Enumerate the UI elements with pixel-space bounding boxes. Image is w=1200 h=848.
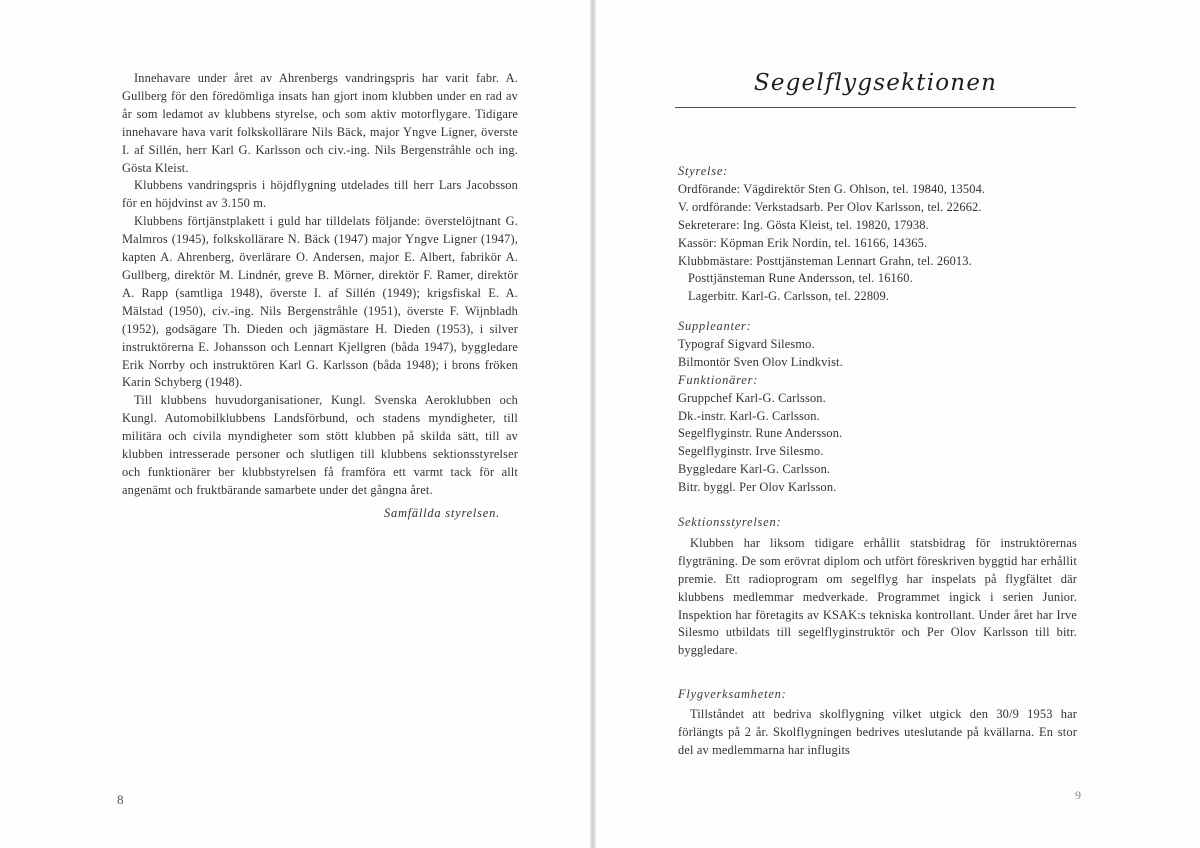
suppleanter-heading: Suppleanter: (678, 319, 752, 333)
funktionar-line: Dk.-instr. Karl-G. Carlsson. (678, 408, 820, 423)
styrelse-line: Ordförande: Vägdirektör Sten G. Ohlson, tel. 19840, 13504. (678, 181, 986, 196)
styrelse-line: Klubbmästare: Posttjänsteman Lennart Grahn, tel. 26013. (678, 253, 972, 268)
funktionarer-heading: Funktionärer: (678, 372, 759, 387)
styrelse-line: Kassör: Köpman Erik Nordin, tel. 16166, 14365. (678, 235, 928, 250)
styrelse-line: Sekreterare: Ing. Gösta Kleist, tel. 19820, 17938. (678, 217, 929, 232)
styrelse-heading: Styrelse: (678, 164, 729, 178)
styrelse-line: V. ordförande: Verkstadsarb. Per Olov Karlsson, tel. 22662. (678, 199, 982, 214)
styrelse-block (678, 163, 1077, 306)
signature: Samfällda styrelsen. (383, 505, 500, 520)
suppleant-line: Bilmontör Sven Olov Lindkvist. (678, 354, 843, 369)
paragraph-tack: Till klubbens huvudorganisationer, Kungl. Svenska Aeroklubben och Kungl. Automobilklubbens Landsförbund, och stadens myndigheter, till militära och civila myndigheter som stött klubben på skilda sätt, till av klubben intresserade personer och slutligen till klubbens sektionsstyrelser och funktionärer ber klubbstyrelsen få framföra ett varmt tack för allt angenämt och fruktbärande samarbete under det gångna året. (122, 393, 518, 497)
flygverksamheten-heading: Flygverksamheten: (678, 687, 787, 701)
title-rule (675, 107, 1076, 108)
suppleant-line: Typograf Sigvard Silesmo. (678, 336, 815, 351)
sektionsstyrelsen-text: Klubben har liksom tidigare erhållit statsbidrag för instruktörernas flygträning. De som erövrat diplom och utfört föreskriven byggtid har erhållit premie. Ett radioprogram om segelflyg har inspelats på flygfältet där klubbens medlemmar medverkade. Programmet ingick i serien Junior. Inspektion har företagits av KSAK:s tekniska kontrollant. Under året har Irve Silesmo utbildats till segelflyginstruktör och Per Olov Karlsson till bitr. byggledare. (678, 535, 1077, 658)
flygverksamheten-block (678, 686, 1077, 760)
paragraph-ahrenbergs-pris: Innehavare under året av Ahrenbergs vandringspris har varit fabr. A. Gullberg för den föredömliga insats han gjort inom klubben under en rad av år som ledamot av klubbens styrelse, och som aktiv motorflygare. Tidigare innehavare hava varit folkskollärare Nils Bäck, major Yngve Ligner, överste I. af Sillén, herr Karl G. Karlsson och civ.-ing. Nils Bergenstråhle och ing. Gösta Kleist. (122, 71, 518, 175)
paragraph-fortjanstplakett: Klubbens förtjänstplakett i guld har tilldelats följande: överstelöjtnant G. Malmros (1945), folkskollärare N. Bäck (1947) major Yngve Ligner (1947), kapten A. Ahrenberg, överlärare O. Andersen, major E. Albert, fabrikör A. Gullberg, direktör M. Lindnér, greve B. Mörner, direktör F. Ramer, direktör A. Rapp (samtliga 1948), överste I. af Sillén (1949); krigsfiskal E. A. Mälstad (1950), civ.-ing. Nils Bergenstråhle (1951), överste F. Wijnbladh (1952), godsägare Th. Dieden och jägmästare H. Dieden (1953), i silver instruktörerna E. Johansson och Lennart Kjellgren (båda 1947), byggledare Erik Norrby och instruktören Karl G. Karlsson (båda 1948); i brons fröken Karin Schyberg (1948). (122, 214, 518, 390)
styrelse-line: Lagerbitr. Karl-G. Carlsson, tel. 22809. (688, 289, 890, 304)
paragraph-hojdflygning: Klubbens vandringspris i höjdflygning utdelades till herr Lars Jacobsson för en höjdvinst av 3.150 m. (122, 178, 518, 211)
styrelse-line: Posttjänsteman Rune Andersson, tel. 16160. (688, 271, 913, 286)
suppleanter-block (678, 318, 1077, 497)
funktionar-line: Bitr. byggl. Per Olov Karlsson. (678, 480, 837, 495)
funktionar-line: Byggledare Karl-G. Carlsson. (678, 462, 831, 477)
funktionar-line: Segelflyginstr. Irve Silesmo. (678, 444, 824, 459)
page-number-right: 9 (1075, 788, 1081, 802)
flygverksamheten-text: Tillståndet att bedriva skolflygning vilket utgick den 30/9 1953 har förlängts på 2 år. Skolflygningen bedrives uteslutande på kvällarna. En stor del av medlemmarna har influgits (678, 706, 1077, 757)
sektionsstyrelsen-heading: Sektionsstyrelsen: (678, 515, 782, 529)
funktionar-line: Gruppchef Karl-G. Carlsson. (678, 390, 826, 405)
page-number-left: 8 (117, 792, 124, 807)
section-title: Segelflygsektionen (753, 70, 998, 96)
funktionar-line: Segelflyginstr. Rune Andersson. (678, 426, 843, 441)
left-page-body (122, 70, 518, 535)
sektionsstyrelsen-block (678, 514, 1077, 660)
